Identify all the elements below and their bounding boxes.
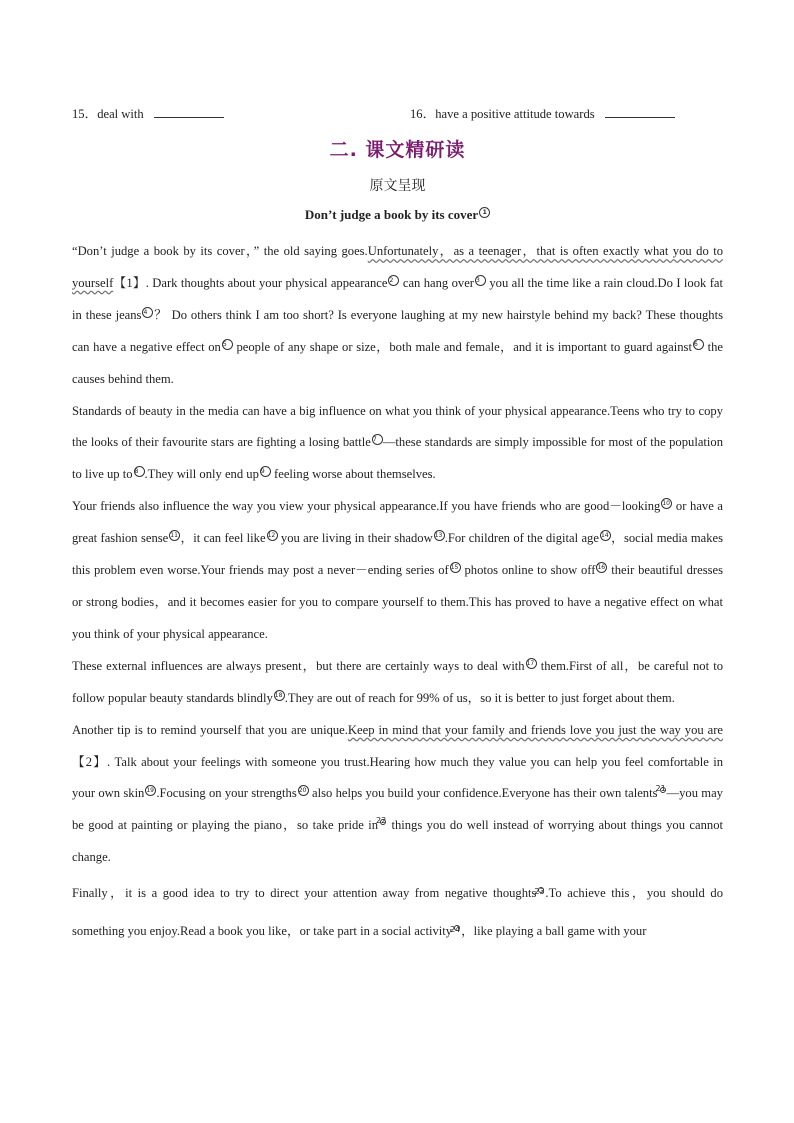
superscript-number: 22 [376, 816, 387, 826]
text: .They will only end up [144, 467, 259, 482]
text: them.First of all，be careful not to follow popular beauty standards blindly [72, 658, 723, 705]
text: the causes behind them. [72, 339, 723, 386]
text: their beautiful dresses or strong bodies，and it becomes easier for you to compare yourself to them.This has proved to have a negative effect on what you think of your physical appearance. [72, 563, 723, 641]
footnote-mark: 4 [142, 307, 153, 318]
footnote-mark: 19 [145, 785, 156, 796]
footnote-mark: 10 [661, 498, 672, 509]
superscript-mark [450, 925, 461, 935]
text: Another tip is to remind yourself that you are unique. [72, 722, 348, 737]
superscript-number: 23 [534, 887, 545, 897]
text: .They are out of reach for 99% of us，so it is better to just forget about them. [284, 690, 675, 705]
question-16-text: 16．have a positive attitude towards [410, 107, 595, 121]
text: —these standards are simply impossible for most of the population to live up to [72, 435, 724, 482]
footnote-mark: 1 [479, 207, 490, 218]
footnote-mark: 5 [222, 339, 233, 350]
footnote-mark: 8 [134, 466, 145, 477]
text: .To achieve this，you should do something you enjoy.Read a book you like，or take part in a social activity [72, 886, 723, 939]
footnote-mark: 20 [298, 785, 309, 796]
paragraph-1 [72, 236, 723, 396]
footnote-mark: 14 [600, 530, 611, 541]
paragraph-4 [72, 651, 723, 715]
section-subtitle: 原文呈现 [369, 179, 426, 194]
text: ？ Do others think I am too short? Is everyone laughing at my new hairstyle behind my back? These thoughts can have a negative effect on [72, 307, 723, 354]
question-row [72, 103, 723, 121]
superscript-mark [376, 816, 387, 829]
text: Your friends also influence the way you view your physical appearance.If you have friends who are good－looking [72, 499, 661, 514]
paragraph-2 [72, 396, 723, 492]
answer-blank-15[interactable] [154, 105, 224, 118]
text: Standards of beauty in the media can have a big influence on what you think of your physical appearance.Teens who try to copy the looks of their favourite stars are fighting a losing battle [72, 403, 723, 450]
text: ，like playing a ball game with your [461, 924, 647, 939]
text: .For children of the digital age [444, 531, 599, 546]
footnote-mark: 17 [526, 658, 537, 669]
text: photos online to show off [460, 563, 596, 578]
superscript-mark [655, 784, 667, 797]
text: people of any shape or size，both male and female，and it is important to guard against [232, 339, 692, 354]
text: ，social media makes this problem even worse.Your friends may post a never－ending series of [72, 531, 723, 578]
paragraph-5 [72, 715, 723, 875]
text: —you may be good at painting or playing the piano，so take pride in [72, 786, 723, 833]
footnote-mark: 16 [596, 562, 607, 573]
question-16 [410, 103, 675, 122]
text: or have a great fashion sense [72, 499, 723, 546]
article-title [72, 207, 723, 223]
text: ，it can feel like [180, 531, 266, 546]
footnote-mark: 3 [475, 275, 486, 286]
underlined-sentence: Unfortunately，as a teenager，that is often exactly what you do to yourself [72, 244, 723, 290]
text: .Focusing on your strengths [156, 786, 297, 801]
text: 【1】. Dark thoughts about your physical appearance [113, 275, 388, 290]
footnote-mark: 7 [372, 434, 383, 445]
question-15 [72, 103, 224, 122]
superscript-number: 21 [655, 784, 666, 794]
footnote-mark: 13 [434, 530, 445, 541]
superscript-mark [534, 887, 545, 897]
text: “Don’t judge a book by its cover，” the old saying goes. [72, 244, 368, 258]
footnote-mark: 6 [693, 339, 704, 350]
superscript-number: 24 [450, 925, 461, 935]
footnote-mark: 2 [388, 275, 399, 286]
article-body [72, 236, 723, 950]
circle-mark [660, 787, 666, 793]
text: things you do well instead of worrying about things you cannot change. [72, 818, 723, 865]
section-title: 二. 课文精研读 [329, 139, 466, 161]
text: you all the time like a rain cloud.Do I look fat in these jeans [72, 275, 723, 322]
text: you are living in their shadow [277, 531, 433, 546]
text: can hang over [399, 275, 474, 290]
text: feeling worse about themselves. [270, 467, 436, 482]
footnote-mark: 12 [267, 530, 278, 541]
underlined-sentence: Keep in mind that your family and friends love you just the way you are [347, 722, 724, 737]
footnote-mark: 18 [274, 690, 285, 701]
paragraph-3 [72, 491, 723, 651]
article-title-text: Don’t judge a book by its cover [304, 207, 479, 222]
paragraph-6 [72, 874, 723, 950]
footnote-mark: 15 [450, 562, 461, 573]
text: 【2】. Talk about your feelings with someone you trust.Hearing how much they value you can help you feel comfortable in your own skin [72, 754, 723, 801]
text: These external influences are always present，but there are certainly ways to deal with [72, 658, 525, 673]
text: also helps you build your confidence.Everyone has their own talents [308, 786, 658, 801]
answer-blank-16[interactable] [605, 105, 675, 118]
question-15-text: 15．deal with [72, 107, 144, 121]
text: Finally，it is a good idea to try to direct your attention away from negative thoughts [72, 886, 537, 901]
footnote-mark: 11 [169, 530, 180, 541]
footnote-mark: 9 [260, 466, 271, 477]
